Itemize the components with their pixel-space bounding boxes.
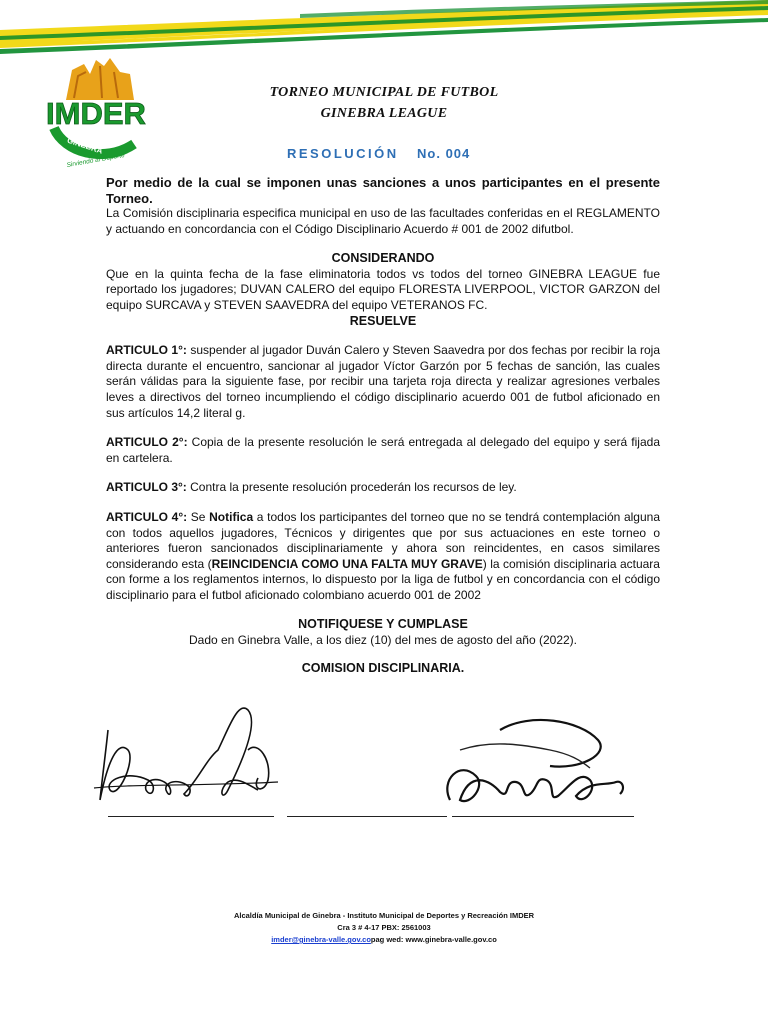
svg-text:IMDER: IMDER [46,96,146,131]
intro-text: La Comisión disciplinaria especifica municipal en uso de las facultades conferidas en el REGLAMENTO y actuando en concordancia con el Código Disciplinario Acuerdo # 001 de 2002 difutbol. [106,206,660,236]
footer-line1: Alcaldía Municipal de Ginebra - Instituto Municipal de Deportes y Recreación IMDER [233,911,535,920]
issue-date: Dado en Ginebra Valle, a los diez (10) del mes de agosto del año (2022). [188,633,577,648]
article-4-label: ARTICULO 4°: [106,509,188,524]
article-4-emphasis: REINCIDENCIA COMO UNA FALTA MUY GRAVE [211,556,483,571]
signature-line-3 [452,816,634,817]
notify-heading: NOTIFIQUESE Y CUMPLASE [298,617,468,632]
article-1-label: ARTICULO 1°: [106,343,187,358]
article-3-label: ARTICULO 3°: [106,480,187,495]
document-body [106,175,660,676]
article-3-text: Contra la presente resolución procederán los recursos de ley. [186,480,517,495]
footer-line3 [0,934,768,946]
considerando-text: Que en la quinta fecha de la fase eliminatoria todos vs todos del torneo GINEBRA LEAGUE fue reportado los jugadores; DUVAN CALERO del equipo FLORESTA LIVERPOOL, VICTOR GARZON del equipo SURCAVA y STEVEN SAAVEDRA del equipo VETERANOS FC. [106,266,660,312]
considerando-heading: CONSIDERANDO [331,251,435,266]
signature-line-2 [287,816,447,817]
article-2-label: ARTICULO 2°: [106,435,188,450]
signature-line-1 [108,816,274,817]
league-title: GINEBRA LEAGUE [320,106,448,121]
resuelve-heading: RESUELVE [349,313,417,328]
article-3 [106,480,660,496]
tournament-title: TORNEO MUNICIPAL DE FUTBOL [269,85,499,100]
article-4-post: ) la comisión disciplinaria actuara con forme a los reglamentos internos, lo dispuesto por la liga de futbol y en concordancia con el código disciplinario para el futbol aficionado colombiano acuerdo 001 de 2002 [106,556,660,602]
resolution-number: No. 004 [417,146,471,161]
intro-bold: Por medio de la cual se imponen unas sanciones a unos participantes en el presente Torneo. [106,175,660,206]
logo-sub: GINEBRA [65,135,104,156]
article-2-text: Copia de la presente resolución le será entregada al delegado del equipo y será fijada en cartelera. [106,435,660,465]
footer-web: pag wed: www.ginebra-valle.gov.co [370,935,497,944]
article-2 [106,435,660,466]
footer-email-link[interactable]: imder@ginebra-valle.gov.co [271,935,371,944]
article-1 [106,343,660,421]
committee-heading: COMISION DISCIPLINARIA. [301,660,465,675]
article-4 [106,510,660,604]
signature-left [88,690,288,820]
article-1-text: suspender al jugador Duván Calero y Steven Saavedra por dos fechas por recibir la roja directa durante el encuentro, sancionar al jugador Víctor Garzón por 5 fechas de sanción, las cuales serán válidas para la siguiente fase, por recibir una tarjeta roja directa y realizar agresiones verbales leves a directivos del torneo incumpliendo el código disciplinario acuerdo 001 de futbol aficionado en sus artículos 14,2 literal g. [106,343,660,420]
article-4-pre: Se [187,509,210,524]
article-4-mid: a todos los participantes del torneo que no se tendrá contemplación alguna con todos aquellos jugadores, Técnicos y dirigentes que por sus actuaciones en este torneo o anteriores fueron sancionados disciplinariamente y ahora son reincidentes, en casos similares considerando esta ( [106,509,660,571]
logo-slogan: Sirviendo al Deporte [66,151,126,170]
article-4-notifica: Notifica [209,509,254,524]
resolution-heading [287,146,470,161]
resolution-label: RESOLUCIÓN [287,146,399,161]
footer [0,910,768,946]
signature-right [430,710,640,820]
footer-line2: Cra 3 # 4-17 PBX: 2561003 [337,923,431,932]
